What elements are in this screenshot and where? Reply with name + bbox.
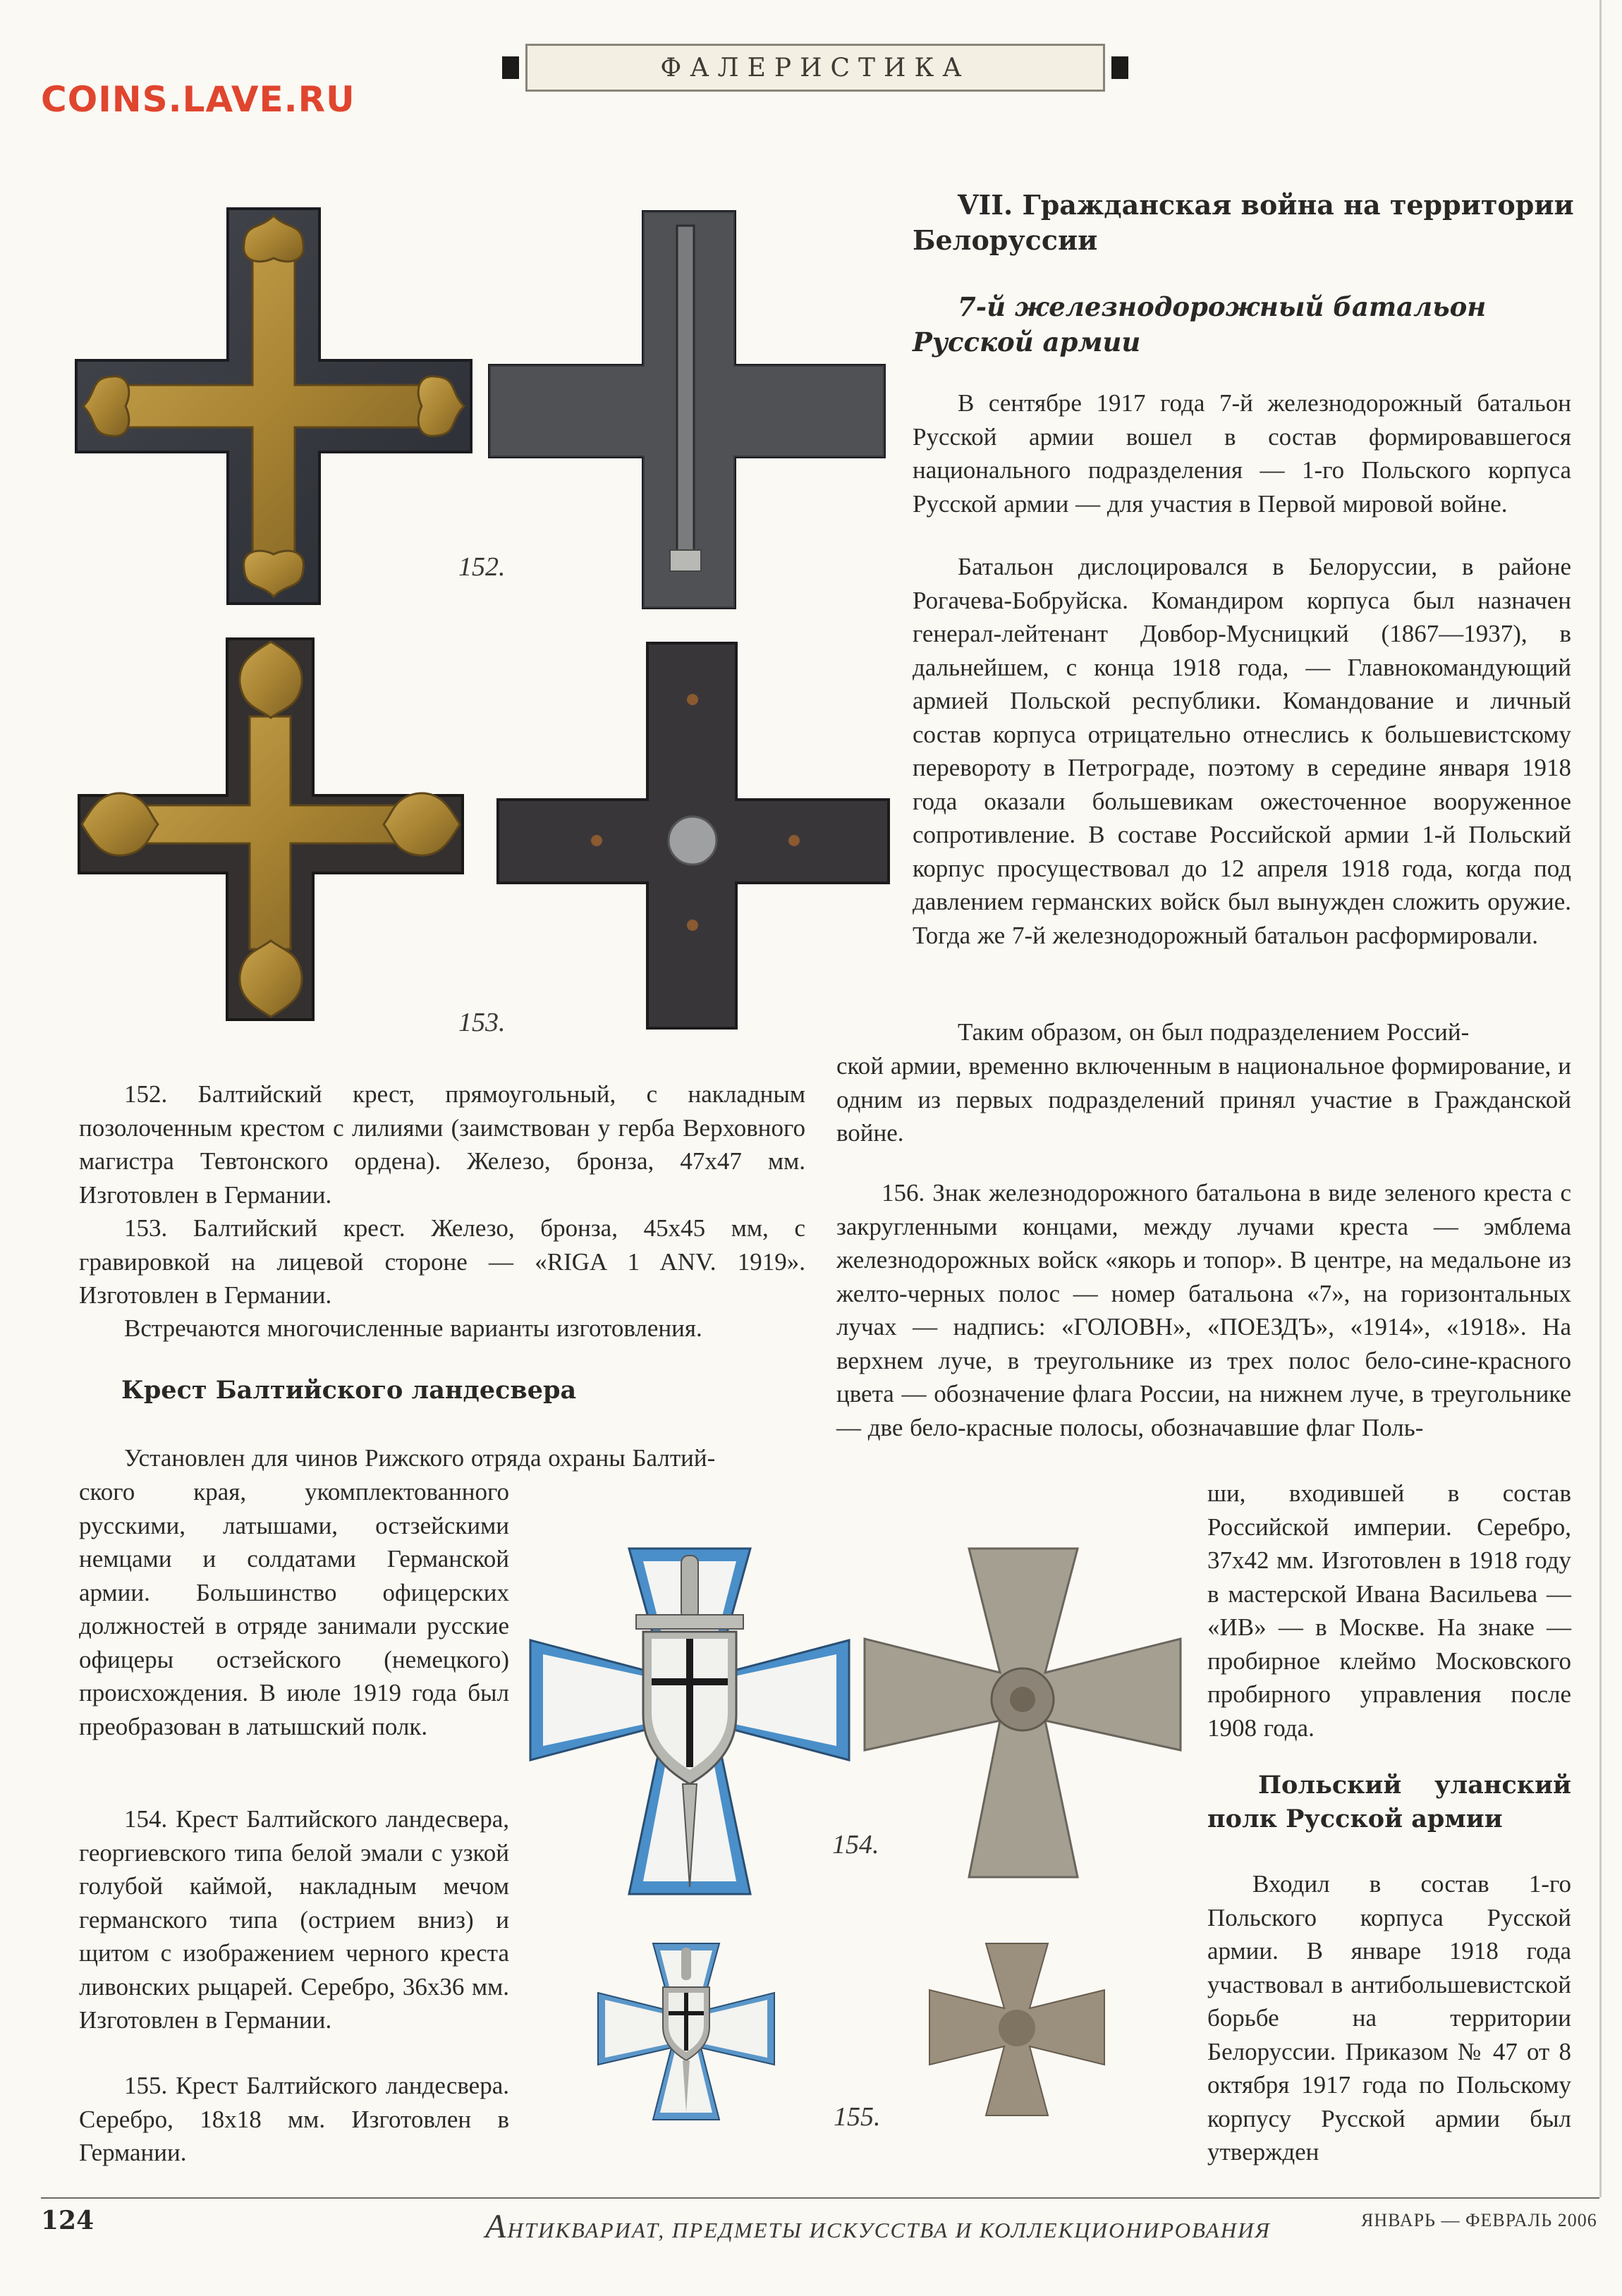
civil-war-p3: ской армии, временно включенным в национальное формирование, и одним из первых подразделений принял участие в Гражданской войне.: [836, 1052, 1571, 1147]
journal-title-rest: НТИКВАРИАТ, ПРЕДМЕТЫ ИСКУССТВА И КОЛЛЕКЦИОНИРОВАНИЯ: [507, 2218, 1271, 2242]
footer-rule: [41, 2197, 1599, 2199]
figure-153-back: [498, 643, 889, 1028]
issue-date: ЯНВАРЬ — ФЕВРАЛЬ 2006: [1361, 2210, 1597, 2230]
heading-railway-battalion: 7-й железнодорожный батальон Русской армии: [913, 291, 1487, 358]
caption-variants: Встречаются многочисленные варианты изготовления.: [124, 1314, 702, 1342]
journal-title: [485, 2207, 1271, 2246]
page-edge-rule: [1599, 0, 1602, 2197]
caption-152: 152. Балтийский крест, прямоугольный, с накладным позолоченным крестом с лилиями (заимствован у герба Верховного магистра Тевтонского ордена). Железо, бронза, 47х47 мм. Изготовлен в Германии.: [79, 1080, 805, 1209]
landeswehr-intro-first-line: Установлен для чинов Рижского отряда охраны Балтий-: [124, 1444, 716, 1472]
civil-war-p1: В сентябре 1917 года 7-й железнодорожный батальон Русской армии вошел в состав формировавшегося национального подразделения — 1-го Польского корпуса Русской армии — для участия в Первой мировой войне.: [913, 389, 1571, 518]
heading-uhlan-regiment: Польский уланский полк Русской армии: [1207, 1771, 1571, 1833]
figure-155-front: [598, 1943, 774, 2120]
header-bar-left: [502, 56, 519, 79]
figure-154-back: [865, 1549, 1181, 1877]
figure-label-155: 155.: [834, 2102, 881, 2132]
caption-155: 155. Крест Балтийского ландесвера. Серебро, 18х18 мм. Изготовлен в Германии.: [79, 2072, 509, 2166]
caption-156-continued: ши, входившей в состав Российской империи. Серебро, 37х42 мм. Изготовлен в 1918 году в мастерской Ивана Васильева — «ИВ» — в Москве. На знаке — пробирное клеймо Московского пробирного управления после 1908 года.: [1207, 1479, 1571, 1742]
caption-153: 153. Балтийский крест. Железо, бронза, 45х45 мм, с гравировкой на лицевой стороне — «RIGA 1 ANV. 1919». Изготовлен в Германии.: [79, 1214, 805, 1309]
landeswehr-intro: ского края, укомплектованного русскими, латышами, остзейскими немцами и солдатами Германской армии. Большинство офицерских должностей в отряде занимали русские офицеры остзейского (немецкого) происхождения. В июле 1919 года был преобразован в латышский полк.: [79, 1478, 509, 1740]
figure-154-front: [530, 1549, 849, 1894]
header-bar-right: [1111, 56, 1128, 79]
figure-label-153: 153.: [458, 1008, 506, 1037]
section-title: ФАЛЕРИСТИКА: [525, 44, 1105, 92]
watermark: COINS.LAVE.RU: [41, 79, 355, 120]
heading-civil-war: VII. Гражданская война на территории Белоруссии: [913, 189, 1574, 256]
journal-title-initial: А: [485, 2208, 508, 2245]
figure-label-152: 152.: [458, 552, 506, 582]
page-number: 124: [41, 2206, 94, 2235]
caption-154: 154. Крест Балтийского ландесвера, георгиевского типа белой эмали с узкой голубой каймой, накладным мечом германского типа (острием вниз) и щитом с изображением черного креста ливонских рыцарей. Серебро, 36х36 мм. Изготовлен в Германии.: [79, 1805, 509, 2034]
figure-152-front: [76, 209, 471, 604]
figure-152-back: [489, 212, 884, 608]
uhlan-p1: Входил в состав 1-го Польского корпуса Русской армии. В январе 1918 года участвовал в антибольшевистской борьбе на территории Белоруссии. Приказом № 47 от 8 октября 1917 года по Польскому корпусу Русской армии был утвержден: [1207, 1870, 1571, 2166]
civil-war-p2: Батальон дислоцировался в Белоруссии, в районе Рогачева-Бобруйска. Командиром корпуса был назначен генерал-лейтенант Довбор-Мусницкий (1867—1937), в дальнейшем, с конца 1918 года, — Главнокомандующий армией Польской республики. Командование и личный состав корпуса отрицательно отнеслись к большевистскому перевороту в Петрограде, поэтому в середине января 1918 года оказали большевикам ожесточенное вооруженное сопротивление. В составе Российской армии 1-й Польский корпус просуществовал до 12 апреля 1918 года, когда под давлением германских войск был вынужден сложить оружие. Тогда же 7-й железнодорожный батальон расформировали.: [913, 553, 1571, 949]
figure-153-front: [79, 639, 463, 1020]
figure-label-154: 154.: [832, 1830, 879, 1860]
caption-156: 156. Знак железнодорожного батальона в виде зеленого креста с закругленными концами, между лучами креста — эмблема железнодорожных войск «якорь и топор». В центре, на медальоне из желто-черных полос — номер батальона «7», на горизонтальных лучах — надпись: «ГОЛОВН», «ПОЕЗДЪ», «1914», «1918». На верхнем луче, в треугольнике из трех полос бело-сине-красного цвета — обозначение флага России, на нижнем луче, в треугольнике — две бело-красные полосы, обозначавшие флаг Поль-: [836, 1179, 1571, 1441]
heading-landeswehr: Крест Балтийского ландесвера: [121, 1376, 577, 1405]
civil-war-p3-first-line: Таким образом, он был подразделением Россий-: [958, 1018, 1470, 1046]
figure-155-back: [929, 1943, 1104, 2115]
